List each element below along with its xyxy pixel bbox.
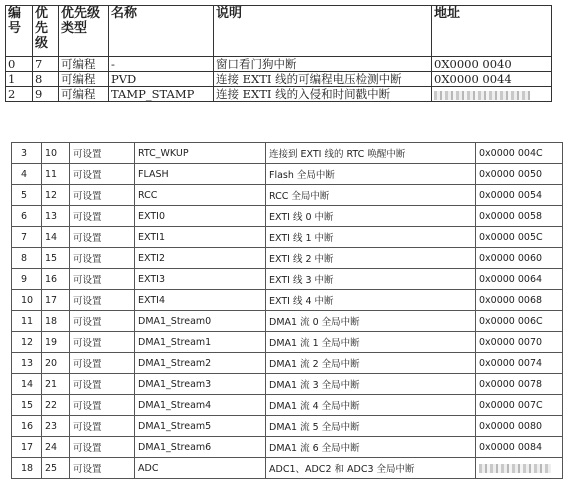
watermark-obscured [434, 91, 530, 100]
header-address: 地址 [432, 6, 552, 57]
cell-name: DMA1_Stream1 [135, 332, 266, 353]
cell-description: EXTI 线 4 中断 [266, 290, 476, 311]
cell-description: 窗口看门狗中断 [214, 57, 432, 72]
table-row [6, 57, 552, 72]
cell-type: 可设置 [70, 143, 135, 164]
cell-name: EXTI3 [135, 269, 266, 290]
table-row [12, 269, 563, 290]
cell-description: EXTI 线 3 中断 [266, 269, 476, 290]
cell-number: 2 [6, 87, 33, 102]
cell-description: ADC1、ADC2 和 ADC3 全局中断 [266, 458, 476, 479]
cell-name: DMA1_Stream5 [135, 416, 266, 437]
table-row [12, 248, 563, 269]
cell-number: 1 [6, 72, 33, 87]
cell-description: EXTI 线 1 中断 [266, 227, 476, 248]
table-row [12, 458, 563, 479]
cell-description: DMA1 流 0 全局中断 [266, 311, 476, 332]
cell-number: 6 [12, 206, 42, 227]
cell-type: 可设置 [70, 374, 135, 395]
cell-description: 连接 EXTI 线的入侵和时间戳中断 [214, 87, 432, 102]
cell-name: ADC [135, 458, 266, 479]
cell-name: DMA1_Stream4 [135, 395, 266, 416]
cell-type: 可编程 [59, 57, 109, 72]
cell-description: DMA1 流 4 全局中断 [266, 395, 476, 416]
cell-priority: 20 [42, 353, 70, 374]
cell-priority: 14 [42, 227, 70, 248]
cell-type: 可设置 [70, 353, 135, 374]
cell-address: 0X0000 0044 [432, 72, 552, 87]
cell-type: 可设置 [70, 227, 135, 248]
cell-name: RTC_WKUP [135, 143, 266, 164]
cell-type: 可编程 [59, 72, 109, 87]
cell-name: DMA1_Stream0 [135, 311, 266, 332]
cell-address: 0x0000 006C [476, 311, 563, 332]
table-row [12, 143, 563, 164]
cell-type: 可设置 [70, 164, 135, 185]
header-row [6, 6, 552, 57]
cell-description: EXTI 线 2 中断 [266, 248, 476, 269]
cell-priority: 18 [42, 311, 70, 332]
cell-address: 0x0000 0078 [476, 374, 563, 395]
cell-type: 可编程 [59, 87, 109, 102]
cell-priority: 7 [33, 57, 59, 72]
cell-priority: 13 [42, 206, 70, 227]
header-number: 编号 [6, 6, 33, 57]
cell-type: 可设置 [70, 395, 135, 416]
cell-number: 4 [12, 164, 42, 185]
cell-name: - [109, 57, 214, 72]
cell-description: 连接到 EXTI 线的 RTC 唤醒中断 [266, 143, 476, 164]
cell-priority: 21 [42, 374, 70, 395]
table-row [12, 164, 563, 185]
cell-priority: 10 [42, 143, 70, 164]
cell-name: RCC [135, 185, 266, 206]
cell-address: 0x0000 005C [476, 227, 563, 248]
table-row [12, 395, 563, 416]
cell-number: 3 [12, 143, 42, 164]
table-row [12, 290, 563, 311]
watermark-obscured [479, 464, 551, 473]
table-row [12, 227, 563, 248]
cell-description: DMA1 流 5 全局中断 [266, 416, 476, 437]
cell-priority: 8 [33, 72, 59, 87]
cell-name: EXTI2 [135, 248, 266, 269]
cell-priority: 25 [42, 458, 70, 479]
cell-number: 10 [12, 290, 42, 311]
cell-address-obscured [476, 458, 563, 479]
cell-number: 11 [12, 311, 42, 332]
interrupt-table-top [5, 5, 552, 102]
cell-number: 16 [12, 416, 42, 437]
table-row [12, 437, 563, 458]
cell-number: 9 [12, 269, 42, 290]
cell-number: 0 [6, 57, 33, 72]
cell-priority: 22 [42, 395, 70, 416]
cell-description: DMA1 流 6 全局中断 [266, 437, 476, 458]
cell-address: 0x0000 0060 [476, 248, 563, 269]
cell-name: EXTI4 [135, 290, 266, 311]
cell-number: 7 [12, 227, 42, 248]
cell-priority: 9 [33, 87, 59, 102]
table-row [12, 185, 563, 206]
table-row [12, 311, 563, 332]
cell-name: DMA1_Stream6 [135, 437, 266, 458]
cell-number: 8 [12, 248, 42, 269]
header-priority-type: 优先级类型 [59, 6, 109, 57]
cell-priority: 16 [42, 269, 70, 290]
cell-name: PVD [109, 72, 214, 87]
table-row [6, 72, 552, 87]
cell-description: EXTI 线 0 中断 [266, 206, 476, 227]
cell-type: 可设置 [70, 311, 135, 332]
table-row [12, 416, 563, 437]
cell-address: 0x0000 0058 [476, 206, 563, 227]
cell-priority: 19 [42, 332, 70, 353]
cell-priority: 17 [42, 290, 70, 311]
cell-name: DMA1_Stream3 [135, 374, 266, 395]
cell-priority: 24 [42, 437, 70, 458]
interrupt-table-bottom [11, 142, 563, 479]
cell-number: 12 [12, 332, 42, 353]
cell-address: 0x0000 0054 [476, 185, 563, 206]
table-row [6, 87, 552, 102]
cell-type: 可设置 [70, 185, 135, 206]
header-description: 说明 [214, 6, 432, 57]
cell-type: 可设置 [70, 290, 135, 311]
cell-address: 0x0000 0068 [476, 290, 563, 311]
cell-name: DMA1_Stream2 [135, 353, 266, 374]
cell-number: 18 [12, 458, 42, 479]
cell-type: 可设置 [70, 269, 135, 290]
cell-name: FLASH [135, 164, 266, 185]
table-row [12, 374, 563, 395]
cell-description: DMA1 流 1 全局中断 [266, 332, 476, 353]
cell-address: 0x0000 0074 [476, 353, 563, 374]
cell-priority: 15 [42, 248, 70, 269]
cell-number: 17 [12, 437, 42, 458]
cell-description: DMA1 流 3 全局中断 [266, 374, 476, 395]
cell-priority: 12 [42, 185, 70, 206]
cell-description: RCC 全局中断 [266, 185, 476, 206]
cell-number: 15 [12, 395, 42, 416]
cell-number: 13 [12, 353, 42, 374]
cell-type: 可设置 [70, 458, 135, 479]
cell-address: 0x0000 0084 [476, 437, 563, 458]
cell-type: 可设置 [70, 416, 135, 437]
cell-address: 0x0000 0050 [476, 164, 563, 185]
cell-address: 0x0000 0070 [476, 332, 563, 353]
cell-priority: 23 [42, 416, 70, 437]
cell-description: Flash 全局中断 [266, 164, 476, 185]
header-priority: 优先级 [33, 6, 59, 57]
cell-address: 0x0000 0064 [476, 269, 563, 290]
cell-number: 5 [12, 185, 42, 206]
header-name: 名称 [109, 6, 214, 57]
table-row [12, 206, 563, 227]
cell-type: 可设置 [70, 248, 135, 269]
cell-address: 0x0000 0080 [476, 416, 563, 437]
cell-name: EXTI1 [135, 227, 266, 248]
cell-type: 可设置 [70, 332, 135, 353]
cell-address: 0X0000 0040 [432, 57, 552, 72]
cell-name: EXTI0 [135, 206, 266, 227]
cell-address: 0x0000 004C [476, 143, 563, 164]
cell-number: 14 [12, 374, 42, 395]
cell-description: DMA1 流 2 全局中断 [266, 353, 476, 374]
cell-address: 0x0000 007C [476, 395, 563, 416]
cell-priority: 11 [42, 164, 70, 185]
table-row [12, 332, 563, 353]
cell-name: TAMP_STAMP [109, 87, 214, 102]
cell-address-obscured [432, 87, 552, 102]
cell-description: 连接 EXTI 线的可编程电压检测中断 [214, 72, 432, 87]
cell-type: 可设置 [70, 437, 135, 458]
cell-type: 可设置 [70, 206, 135, 227]
table-row [12, 353, 563, 374]
